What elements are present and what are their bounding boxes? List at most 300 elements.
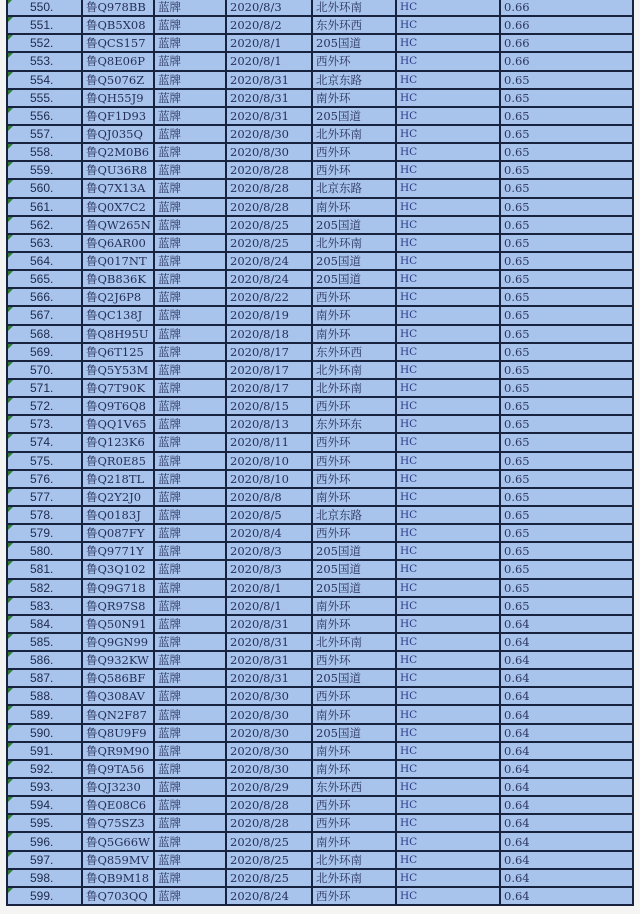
road-section-cell: 西外环: [312, 887, 396, 905]
spreadsheet-page: [6, 0, 632, 906]
pollutant-cell: HC: [396, 325, 500, 343]
row-index: 572.: [7, 397, 82, 415]
table-row: [7, 887, 633, 905]
pollutant-cell: HC: [396, 343, 500, 361]
date-cell: 2020/8/28: [226, 796, 312, 814]
row-index: 576.: [7, 470, 82, 488]
pollutant-cell: HC: [396, 778, 500, 796]
pollutant-cell: HC: [396, 796, 500, 814]
date-cell: 2020/8/30: [226, 687, 312, 705]
road-section-cell: 205国道: [312, 107, 396, 125]
plate-number-cell: 鲁QB5X08: [82, 16, 154, 34]
value-cell: 0.64: [500, 742, 633, 760]
road-section-cell: 南外环: [312, 325, 396, 343]
date-cell: 2020/8/31: [226, 669, 312, 687]
table-row: [7, 161, 633, 179]
date-cell: 2020/8/30: [226, 705, 312, 723]
plate-type-cell: 蓝牌: [154, 415, 226, 433]
row-index: 584.: [7, 615, 82, 633]
road-section-cell: 205国道: [312, 669, 396, 687]
road-section-cell: 南外环: [312, 705, 396, 723]
date-cell: 2020/8/18: [226, 325, 312, 343]
road-section-cell: 东外环西: [312, 343, 396, 361]
pollutant-cell: HC: [396, 633, 500, 651]
pollutant-cell: HC: [396, 89, 500, 107]
date-cell: 2020/8/4: [226, 524, 312, 542]
table-row: [7, 506, 633, 524]
table-row: [7, 742, 633, 760]
value-cell: 0.64: [500, 832, 633, 850]
value-cell: 0.65: [500, 542, 633, 560]
date-cell: 2020/8/28: [226, 198, 312, 216]
value-cell: 0.65: [500, 560, 633, 578]
date-cell: 2020/8/30: [226, 742, 312, 760]
table-row: [7, 379, 633, 397]
plate-type-cell: 蓝牌: [154, 361, 226, 379]
plate-number-cell: 鲁Q7X13A: [82, 179, 154, 197]
date-cell: 2020/8/3: [226, 0, 312, 16]
road-section-cell: 西外环: [312, 52, 396, 70]
row-index: 583.: [7, 597, 82, 615]
table-row: [7, 52, 633, 70]
plate-number-cell: 鲁Q8H95U: [82, 325, 154, 343]
plate-number-cell: 鲁Q9T6Q8: [82, 397, 154, 415]
date-cell: 2020/8/24: [226, 252, 312, 270]
value-cell: 0.65: [500, 506, 633, 524]
value-cell: 0.66: [500, 0, 633, 16]
table-row: [7, 814, 633, 832]
row-index: 565.: [7, 270, 82, 288]
road-section-cell: 北京东路: [312, 179, 396, 197]
plate-type-cell: 蓝牌: [154, 560, 226, 578]
table-row: [7, 687, 633, 705]
table-row: [7, 615, 633, 633]
table-row: [7, 252, 633, 270]
date-cell: 2020/8/13: [226, 415, 312, 433]
pollutant-cell: HC: [396, 542, 500, 560]
plate-type-cell: 蓝牌: [154, 579, 226, 597]
pollutant-cell: HC: [396, 724, 500, 742]
table-row: [7, 524, 633, 542]
table-row: [7, 234, 633, 252]
date-cell: 2020/8/22: [226, 288, 312, 306]
date-cell: 2020/8/1: [226, 52, 312, 70]
row-index: 591.: [7, 742, 82, 760]
plate-number-cell: 鲁QU36R8: [82, 161, 154, 179]
plate-number-cell: 鲁QR97S8: [82, 597, 154, 615]
plate-number-cell: 鲁Q50N91: [82, 615, 154, 633]
date-cell: 2020/8/30: [226, 125, 312, 143]
date-cell: 2020/8/31: [226, 651, 312, 669]
value-cell: 0.65: [500, 270, 633, 288]
row-index: 558.: [7, 143, 82, 161]
plate-type-cell: 蓝牌: [154, 71, 226, 89]
plate-type-cell: 蓝牌: [154, 869, 226, 887]
plate-type-cell: 蓝牌: [154, 633, 226, 651]
date-cell: 2020/8/11: [226, 433, 312, 451]
pollutant-cell: HC: [396, 161, 500, 179]
value-cell: 0.66: [500, 52, 633, 70]
plate-type-cell: 蓝牌: [154, 724, 226, 742]
pollutant-cell: HC: [396, 524, 500, 542]
row-index: 554.: [7, 71, 82, 89]
plate-type-cell: 蓝牌: [154, 687, 226, 705]
table-row: [7, 869, 633, 887]
road-section-cell: 北外环南: [312, 234, 396, 252]
road-section-cell: 南外环: [312, 198, 396, 216]
table-row: [7, 107, 633, 125]
value-cell: 0.64: [500, 651, 633, 669]
table-row: [7, 651, 633, 669]
road-section-cell: 南外环: [312, 615, 396, 633]
value-cell: 0.65: [500, 161, 633, 179]
date-cell: 2020/8/30: [226, 760, 312, 778]
value-cell: 0.65: [500, 234, 633, 252]
plate-number-cell: 鲁QE08C6: [82, 796, 154, 814]
table-row: [7, 433, 633, 451]
pollutant-cell: HC: [396, 560, 500, 578]
plate-number-cell: 鲁Q932KW: [82, 651, 154, 669]
value-cell: 0.64: [500, 869, 633, 887]
plate-type-cell: 蓝牌: [154, 52, 226, 70]
plate-type-cell: 蓝牌: [154, 325, 226, 343]
pollutant-cell: HC: [396, 0, 500, 16]
plate-number-cell: 鲁QB9M18: [82, 869, 154, 887]
plate-number-cell: 鲁QCS157: [82, 34, 154, 52]
plate-number-cell: 鲁Q7T90K: [82, 379, 154, 397]
table-row: [7, 89, 633, 107]
value-cell: 0.65: [500, 524, 633, 542]
row-index: 560.: [7, 179, 82, 197]
pollutant-cell: HC: [396, 705, 500, 723]
road-section-cell: 205国道: [312, 34, 396, 52]
value-cell: 0.65: [500, 488, 633, 506]
date-cell: 2020/8/1: [226, 579, 312, 597]
pollutant-cell: HC: [396, 887, 500, 905]
plate-type-cell: 蓝牌: [154, 216, 226, 234]
pollutant-cell: HC: [396, 216, 500, 234]
row-index: 568.: [7, 325, 82, 343]
pollutant-cell: HC: [396, 433, 500, 451]
road-section-cell: 北外环南: [312, 0, 396, 16]
value-cell: 0.64: [500, 705, 633, 723]
plate-number-cell: 鲁Q3Q102: [82, 560, 154, 578]
road-section-cell: 南外环: [312, 832, 396, 850]
table-row: [7, 579, 633, 597]
date-cell: 2020/8/31: [226, 71, 312, 89]
row-index: 571.: [7, 379, 82, 397]
row-index: 596.: [7, 832, 82, 850]
table-body: [7, 0, 633, 905]
plate-type-cell: 蓝牌: [154, 524, 226, 542]
value-cell: 0.65: [500, 306, 633, 324]
value-cell: 0.64: [500, 760, 633, 778]
road-section-cell: 西外环: [312, 161, 396, 179]
road-section-cell: 205国道: [312, 216, 396, 234]
table-row: [7, 778, 633, 796]
date-cell: 2020/8/24: [226, 887, 312, 905]
row-index: 594.: [7, 796, 82, 814]
table-row: [7, 397, 633, 415]
plate-number-cell: 鲁Q2Y2J0: [82, 488, 154, 506]
row-index: 585.: [7, 633, 82, 651]
plate-number-cell: 鲁Q9GN99: [82, 633, 154, 651]
road-section-cell: 南外环: [312, 306, 396, 324]
pollutant-cell: HC: [396, 306, 500, 324]
date-cell: 2020/8/2: [226, 16, 312, 34]
pollutant-cell: HC: [396, 125, 500, 143]
plate-type-cell: 蓝牌: [154, 742, 226, 760]
date-cell: 2020/8/19: [226, 306, 312, 324]
row-index: 553.: [7, 52, 82, 70]
road-section-cell: 东外环东: [312, 415, 396, 433]
plate-number-cell: 鲁Q8U9F9: [82, 724, 154, 742]
value-cell: 0.64: [500, 615, 633, 633]
row-index: 590.: [7, 724, 82, 742]
plate-number-cell: 鲁Q9771Y: [82, 542, 154, 560]
pollutant-cell: HC: [396, 179, 500, 197]
pollutant-cell: HC: [396, 669, 500, 687]
road-section-cell: 北外环南: [312, 851, 396, 869]
plate-number-cell: 鲁Q2J6P8: [82, 288, 154, 306]
row-index: 589.: [7, 705, 82, 723]
date-cell: 2020/8/1: [226, 34, 312, 52]
plate-type-cell: 蓝牌: [154, 89, 226, 107]
road-section-cell: 205国道: [312, 560, 396, 578]
plate-type-cell: 蓝牌: [154, 452, 226, 470]
row-index: 580.: [7, 542, 82, 560]
date-cell: 2020/8/10: [226, 452, 312, 470]
row-index: 550.: [7, 0, 82, 16]
plate-type-cell: 蓝牌: [154, 814, 226, 832]
date-cell: 2020/8/3: [226, 542, 312, 560]
plate-number-cell: 鲁Q9TA56: [82, 760, 154, 778]
row-index: 563.: [7, 234, 82, 252]
road-section-cell: 北京东路: [312, 71, 396, 89]
value-cell: 0.65: [500, 415, 633, 433]
plate-type-cell: 蓝牌: [154, 143, 226, 161]
row-index: 552.: [7, 34, 82, 52]
value-cell: 0.64: [500, 851, 633, 869]
pollutant-cell: HC: [396, 270, 500, 288]
date-cell: 2020/8/1: [226, 597, 312, 615]
value-cell: 0.65: [500, 288, 633, 306]
pollutant-cell: HC: [396, 52, 500, 70]
table-row: [7, 270, 633, 288]
plate-type-cell: 蓝牌: [154, 433, 226, 451]
date-cell: 2020/8/15: [226, 397, 312, 415]
plate-type-cell: 蓝牌: [154, 379, 226, 397]
value-cell: 0.65: [500, 579, 633, 597]
plate-number-cell: 鲁Q6T125: [82, 343, 154, 361]
plate-type-cell: 蓝牌: [154, 506, 226, 524]
plate-type-cell: 蓝牌: [154, 615, 226, 633]
row-index: 581.: [7, 560, 82, 578]
pollutant-cell: HC: [396, 832, 500, 850]
road-section-cell: 西外环: [312, 651, 396, 669]
value-cell: 0.65: [500, 452, 633, 470]
date-cell: 2020/8/5: [226, 506, 312, 524]
date-cell: 2020/8/10: [226, 470, 312, 488]
value-cell: 0.65: [500, 597, 633, 615]
plate-type-cell: 蓝牌: [154, 796, 226, 814]
row-index: 556.: [7, 107, 82, 125]
pollutant-cell: HC: [396, 361, 500, 379]
plate-type-cell: 蓝牌: [154, 832, 226, 850]
pollutant-cell: HC: [396, 742, 500, 760]
pollutant-cell: HC: [396, 470, 500, 488]
plate-type-cell: 蓝牌: [154, 288, 226, 306]
value-cell: 0.65: [500, 397, 633, 415]
road-section-cell: 205国道: [312, 724, 396, 742]
road-section-cell: 南外环: [312, 760, 396, 778]
road-section-cell: 西外环: [312, 143, 396, 161]
road-section-cell: 西外环: [312, 433, 396, 451]
pollutant-cell: HC: [396, 107, 500, 125]
table-row: [7, 724, 633, 742]
pollutant-cell: HC: [396, 651, 500, 669]
row-index: 555.: [7, 89, 82, 107]
table-row: [7, 216, 633, 234]
value-cell: 0.64: [500, 814, 633, 832]
value-cell: 0.64: [500, 633, 633, 651]
value-cell: 0.64: [500, 687, 633, 705]
plate-type-cell: 蓝牌: [154, 851, 226, 869]
plate-type-cell: 蓝牌: [154, 669, 226, 687]
plate-type-cell: 蓝牌: [154, 760, 226, 778]
plate-number-cell: 鲁QJ3230: [82, 778, 154, 796]
plate-type-cell: 蓝牌: [154, 107, 226, 125]
plate-number-cell: 鲁Q0183J: [82, 506, 154, 524]
road-section-cell: 西外环: [312, 814, 396, 832]
plate-type-cell: 蓝牌: [154, 16, 226, 34]
plate-number-cell: 鲁Q218TL: [82, 470, 154, 488]
pollutant-cell: HC: [396, 452, 500, 470]
value-cell: 0.65: [500, 325, 633, 343]
date-cell: 2020/8/17: [226, 361, 312, 379]
pollutant-cell: HC: [396, 397, 500, 415]
date-cell: 2020/8/28: [226, 161, 312, 179]
value-cell: 0.65: [500, 433, 633, 451]
date-cell: 2020/8/3: [226, 560, 312, 578]
pollutant-cell: HC: [396, 34, 500, 52]
pollutant-cell: HC: [396, 760, 500, 778]
plate-type-cell: 蓝牌: [154, 470, 226, 488]
road-section-cell: 205国道: [312, 579, 396, 597]
row-index: 599.: [7, 887, 82, 905]
plate-number-cell: 鲁Q586BF: [82, 669, 154, 687]
row-index: 566.: [7, 288, 82, 306]
plate-type-cell: 蓝牌: [154, 597, 226, 615]
row-index: 577.: [7, 488, 82, 506]
road-section-cell: 北外环南: [312, 379, 396, 397]
table-row: [7, 542, 633, 560]
table-row: [7, 488, 633, 506]
pollutant-cell: HC: [396, 415, 500, 433]
value-cell: 0.65: [500, 107, 633, 125]
road-section-cell: 北京东路: [312, 506, 396, 524]
value-cell: 0.65: [500, 125, 633, 143]
plate-type-cell: 蓝牌: [154, 252, 226, 270]
table-row: [7, 705, 633, 723]
plate-type-cell: 蓝牌: [154, 125, 226, 143]
date-cell: 2020/8/31: [226, 107, 312, 125]
pollutant-cell: HC: [396, 288, 500, 306]
table-row: [7, 832, 633, 850]
plate-type-cell: 蓝牌: [154, 0, 226, 16]
road-section-cell: 东外环西: [312, 16, 396, 34]
table-row: [7, 669, 633, 687]
table-row: [7, 415, 633, 433]
row-index: 573.: [7, 415, 82, 433]
date-cell: 2020/8/31: [226, 633, 312, 651]
table-row: [7, 851, 633, 869]
vehicle-emissions-table: [6, 0, 634, 906]
value-cell: 0.65: [500, 216, 633, 234]
road-section-cell: 西外环: [312, 687, 396, 705]
value-cell: 0.64: [500, 778, 633, 796]
plate-number-cell: 鲁Q087FY: [82, 524, 154, 542]
plate-type-cell: 蓝牌: [154, 306, 226, 324]
value-cell: 0.65: [500, 143, 633, 161]
pollutant-cell: HC: [396, 579, 500, 597]
date-cell: 2020/8/29: [226, 778, 312, 796]
plate-type-cell: 蓝牌: [154, 234, 226, 252]
pollutant-cell: HC: [396, 814, 500, 832]
table-row: [7, 361, 633, 379]
pollutant-cell: HC: [396, 506, 500, 524]
value-cell: 0.65: [500, 198, 633, 216]
value-cell: 0.65: [500, 379, 633, 397]
row-index: 570.: [7, 361, 82, 379]
plate-type-cell: 蓝牌: [154, 705, 226, 723]
row-index: 597.: [7, 851, 82, 869]
pollutant-cell: HC: [396, 869, 500, 887]
table-row: [7, 125, 633, 143]
table-row: [7, 470, 633, 488]
value-cell: 0.65: [500, 252, 633, 270]
row-index: 575.: [7, 452, 82, 470]
value-cell: 0.64: [500, 796, 633, 814]
value-cell: 0.65: [500, 343, 633, 361]
road-section-cell: 北外环南: [312, 869, 396, 887]
pollutant-cell: HC: [396, 851, 500, 869]
pollutant-cell: HC: [396, 597, 500, 615]
table-row: [7, 198, 633, 216]
value-cell: 0.65: [500, 71, 633, 89]
plate-number-cell: 鲁Q5Y53M: [82, 361, 154, 379]
plate-type-cell: 蓝牌: [154, 542, 226, 560]
pollutant-cell: HC: [396, 488, 500, 506]
value-cell: 0.65: [500, 89, 633, 107]
road-section-cell: 北外环南: [312, 361, 396, 379]
pollutant-cell: HC: [396, 379, 500, 397]
table-row: [7, 796, 633, 814]
pollutant-cell: HC: [396, 234, 500, 252]
plate-number-cell: 鲁QC138J: [82, 306, 154, 324]
table-row: [7, 597, 633, 615]
table-row: [7, 760, 633, 778]
row-index: 595.: [7, 814, 82, 832]
table-row: [7, 71, 633, 89]
row-index: 561.: [7, 198, 82, 216]
plate-number-cell: 鲁Q2M0B6: [82, 143, 154, 161]
date-cell: 2020/8/25: [226, 216, 312, 234]
row-index: 557.: [7, 125, 82, 143]
row-index: 598.: [7, 869, 82, 887]
plate-number-cell: 鲁QQ1V65: [82, 415, 154, 433]
row-index: 569.: [7, 343, 82, 361]
